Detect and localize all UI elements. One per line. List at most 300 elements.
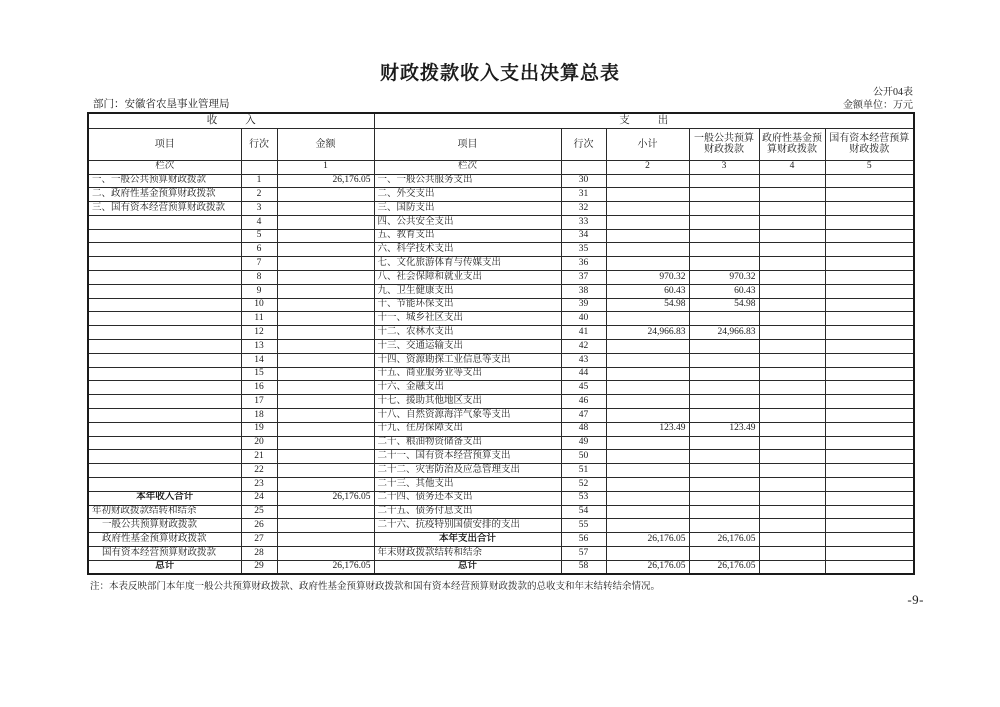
expense-subtotal-cell: 24,966.83 bbox=[606, 326, 689, 340]
expense-item-cell: 十二、农林水支出 bbox=[374, 326, 561, 340]
income-item-cell: 年初财政拨款结转和结余 bbox=[88, 505, 241, 519]
expense-row-no-cell: 30 bbox=[561, 174, 606, 188]
expense-govt-fund-cell bbox=[759, 340, 825, 354]
income-amount-cell bbox=[277, 243, 374, 257]
expense-subtotal-cell bbox=[606, 202, 689, 216]
column-index-1: 1 bbox=[277, 160, 374, 174]
income-item-cell bbox=[88, 243, 241, 257]
expense-govt-fund-cell bbox=[759, 409, 825, 423]
income-item-cell bbox=[88, 340, 241, 354]
table-row bbox=[88, 353, 914, 367]
expense-state-capital-cell bbox=[825, 519, 914, 533]
expense-state-capital-cell bbox=[825, 381, 914, 395]
expense-row-no-cell: 32 bbox=[561, 202, 606, 216]
income-row-no-cell: 25 bbox=[241, 505, 277, 519]
expense-state-capital-cell bbox=[825, 215, 914, 229]
income-amount-cell bbox=[277, 409, 374, 423]
expense-subtotal-cell bbox=[606, 395, 689, 409]
unit-label: 金额单位：万元 bbox=[843, 100, 913, 111]
income-column-index-label: 栏次 bbox=[88, 160, 241, 174]
col-expense-row-no: 行次 bbox=[561, 128, 606, 160]
expense-general-public-cell bbox=[689, 367, 759, 381]
income-row-no-cell: 21 bbox=[241, 450, 277, 464]
expense-row-no-cell: 35 bbox=[561, 243, 606, 257]
expense-item-cell: 二十一、国有资本经营预算支出 bbox=[374, 450, 561, 464]
income-item-cell: 三、国有资本经营预算财政拨款 bbox=[88, 202, 241, 216]
expense-item-cell: 二十二、灾害防治及应急管理支出 bbox=[374, 464, 561, 478]
expense-general-public-cell bbox=[689, 174, 759, 188]
column-index-row bbox=[88, 160, 914, 174]
expense-row-no-cell: 48 bbox=[561, 422, 606, 436]
expense-row-no-cell: 34 bbox=[561, 229, 606, 243]
expense-item-cell: 八、社会保障和就业支出 bbox=[374, 271, 561, 285]
expense-general-public-cell: 26,176.05 bbox=[689, 533, 759, 547]
income-amount-cell bbox=[277, 215, 374, 229]
income-row-no-cell: 8 bbox=[241, 271, 277, 285]
expense-subtotal-cell: 26,176.05 bbox=[606, 533, 689, 547]
expense-govt-fund-cell bbox=[759, 381, 825, 395]
income-amount-cell bbox=[277, 353, 374, 367]
income-row-no-cell: 19 bbox=[241, 422, 277, 436]
table-row bbox=[88, 422, 914, 436]
income-row-no-cell: 5 bbox=[241, 229, 277, 243]
expense-row-no-cell: 47 bbox=[561, 409, 606, 423]
income-item-cell bbox=[88, 353, 241, 367]
expense-item-cell: 三、国防支出 bbox=[374, 202, 561, 216]
income-row-no-cell: 7 bbox=[241, 257, 277, 271]
table-row bbox=[88, 312, 914, 326]
income-amount-cell bbox=[277, 547, 374, 561]
expense-item-cell: 七、文化旅游体育与传媒支出 bbox=[374, 257, 561, 271]
income-amount-cell bbox=[277, 450, 374, 464]
expense-general-public-cell bbox=[689, 395, 759, 409]
expense-govt-fund-cell bbox=[759, 367, 825, 381]
income-row-no-cell: 14 bbox=[241, 353, 277, 367]
table-row bbox=[88, 464, 914, 478]
table-row bbox=[88, 229, 914, 243]
income-item-cell bbox=[88, 257, 241, 271]
expense-state-capital-cell bbox=[825, 422, 914, 436]
expense-row-no-cell: 50 bbox=[561, 450, 606, 464]
income-amount-cell bbox=[277, 533, 374, 547]
expense-state-capital-cell bbox=[825, 229, 914, 243]
expense-section-header: 支出 bbox=[374, 113, 914, 128]
income-amount-cell bbox=[277, 188, 374, 202]
col-income-amount: 金额 bbox=[277, 128, 374, 160]
expense-subtotal-cell bbox=[606, 215, 689, 229]
table-row bbox=[88, 381, 914, 395]
income-row-no-cell: 29 bbox=[241, 560, 277, 574]
expense-subtotal-cell bbox=[606, 229, 689, 243]
income-row-no-cell: 24 bbox=[241, 491, 277, 505]
expense-state-capital-cell bbox=[825, 202, 914, 216]
expense-row-no-cell: 43 bbox=[561, 353, 606, 367]
income-item-cell bbox=[88, 284, 241, 298]
table-row bbox=[88, 174, 914, 188]
expense-general-public-cell bbox=[689, 409, 759, 423]
expense-general-public-cell: 24,966.83 bbox=[689, 326, 759, 340]
expense-general-public-cell bbox=[689, 215, 759, 229]
expense-item-cell: 十五、商业服务业等支出 bbox=[374, 367, 561, 381]
income-row-no-cell: 6 bbox=[241, 243, 277, 257]
income-row-no-cell: 22 bbox=[241, 464, 277, 478]
expense-row-no-cell: 54 bbox=[561, 505, 606, 519]
column-header-row bbox=[88, 128, 914, 160]
table-row bbox=[88, 395, 914, 409]
expense-state-capital-cell bbox=[825, 298, 914, 312]
table-row bbox=[88, 450, 914, 464]
expense-item-cell: 二十五、债务付息支出 bbox=[374, 505, 561, 519]
income-item-cell bbox=[88, 381, 241, 395]
expense-govt-fund-cell bbox=[759, 491, 825, 505]
expense-state-capital-cell bbox=[825, 188, 914, 202]
expense-subtotal-cell bbox=[606, 353, 689, 367]
expense-subtotal-cell bbox=[606, 340, 689, 354]
table-row bbox=[88, 533, 914, 547]
expense-general-public-cell bbox=[689, 519, 759, 533]
income-item-cell: 二、政府性基金预算财政拨款 bbox=[88, 188, 241, 202]
expense-general-public-cell bbox=[689, 340, 759, 354]
expense-item-cell: 四、公共安全支出 bbox=[374, 215, 561, 229]
expense-state-capital-cell bbox=[825, 464, 914, 478]
expense-row-no-cell: 56 bbox=[561, 533, 606, 547]
expense-govt-fund-cell bbox=[759, 547, 825, 561]
expense-row-no-cell: 49 bbox=[561, 436, 606, 450]
expense-govt-fund-cell bbox=[759, 243, 825, 257]
expense-item-cell: 十七、援助其他地区支出 bbox=[374, 395, 561, 409]
section-header-row bbox=[88, 113, 914, 128]
income-amount-cell: 26,176.05 bbox=[277, 174, 374, 188]
column-index-2: 2 bbox=[606, 160, 689, 174]
expense-govt-fund-cell bbox=[759, 353, 825, 367]
expense-row-no-cell: 40 bbox=[561, 312, 606, 326]
income-section-header: 收入 bbox=[88, 113, 374, 128]
income-amount-cell bbox=[277, 505, 374, 519]
expense-general-public-cell bbox=[689, 202, 759, 216]
income-item-cell bbox=[88, 271, 241, 285]
income-amount-cell bbox=[277, 229, 374, 243]
table-row bbox=[88, 257, 914, 271]
expense-item-cell: 二十、粮油物资储备支出 bbox=[374, 436, 561, 450]
income-amount-cell bbox=[277, 312, 374, 326]
table-row bbox=[88, 519, 914, 533]
income-row-no-cell: 1 bbox=[241, 174, 277, 188]
expense-subtotal-cell bbox=[606, 464, 689, 478]
expense-row-no-cell: 39 bbox=[561, 298, 606, 312]
expense-item-cell: 十三、交通运输支出 bbox=[374, 340, 561, 354]
blank-cell bbox=[241, 160, 277, 174]
income-amount-cell bbox=[277, 298, 374, 312]
expense-item-cell: 年末财政拨款结转和结余 bbox=[374, 547, 561, 561]
expense-general-public-cell bbox=[689, 243, 759, 257]
expense-item-cell: 十四、资源勘探工业信息等支出 bbox=[374, 353, 561, 367]
expense-general-public-cell bbox=[689, 505, 759, 519]
expense-general-public-cell bbox=[689, 464, 759, 478]
expense-general-public-cell bbox=[689, 491, 759, 505]
expense-row-no-cell: 57 bbox=[561, 547, 606, 561]
expense-row-no-cell: 42 bbox=[561, 340, 606, 354]
expense-general-public-cell bbox=[689, 229, 759, 243]
expense-subtotal-cell bbox=[606, 312, 689, 326]
table-row bbox=[88, 243, 914, 257]
table-row bbox=[88, 215, 914, 229]
expense-state-capital-cell bbox=[825, 450, 914, 464]
expense-subtotal-cell: 970.32 bbox=[606, 271, 689, 285]
expense-general-public-cell bbox=[689, 257, 759, 271]
expense-subtotal-cell bbox=[606, 547, 689, 561]
expense-subtotal-cell: 60.43 bbox=[606, 284, 689, 298]
table-row bbox=[88, 202, 914, 216]
expense-row-no-cell: 37 bbox=[561, 271, 606, 285]
expense-item-cell: 总计 bbox=[374, 560, 561, 574]
expense-row-no-cell: 51 bbox=[561, 464, 606, 478]
department-label: 部门：安徽省农垦事业管理局 bbox=[93, 99, 230, 110]
expense-general-public-cell: 26,176.05 bbox=[689, 560, 759, 574]
expense-general-public-cell: 54.98 bbox=[689, 298, 759, 312]
expense-item-cell: 十六、金融支出 bbox=[374, 381, 561, 395]
table-row bbox=[88, 436, 914, 450]
expense-row-no-cell: 55 bbox=[561, 519, 606, 533]
income-amount-cell bbox=[277, 284, 374, 298]
expense-state-capital-cell bbox=[825, 271, 914, 285]
expense-govt-fund-cell bbox=[759, 312, 825, 326]
column-index-5: 5 bbox=[825, 160, 914, 174]
income-amount-cell bbox=[277, 202, 374, 216]
table-row bbox=[88, 409, 914, 423]
income-row-no-cell: 10 bbox=[241, 298, 277, 312]
income-item-cell bbox=[88, 450, 241, 464]
col-general-public-budget: 一般公共预算财政拨款 bbox=[689, 128, 759, 160]
expense-subtotal-cell bbox=[606, 409, 689, 423]
expense-state-capital-cell bbox=[825, 340, 914, 354]
col-govt-fund-budget: 政府性基金预算财政拨款 bbox=[759, 128, 825, 160]
table-row bbox=[88, 491, 914, 505]
expense-general-public-cell bbox=[689, 436, 759, 450]
income-amount-cell bbox=[277, 257, 374, 271]
table-row bbox=[88, 271, 914, 285]
expense-govt-fund-cell bbox=[759, 464, 825, 478]
income-item-cell bbox=[88, 478, 241, 492]
expense-govt-fund-cell bbox=[759, 519, 825, 533]
expense-subtotal-cell bbox=[606, 436, 689, 450]
expense-item-cell: 十一、城乡社区支出 bbox=[374, 312, 561, 326]
expense-state-capital-cell bbox=[825, 353, 914, 367]
expense-state-capital-cell bbox=[825, 533, 914, 547]
expense-state-capital-cell bbox=[825, 174, 914, 188]
expense-state-capital-cell bbox=[825, 478, 914, 492]
income-item-cell bbox=[88, 229, 241, 243]
expense-row-no-cell: 45 bbox=[561, 381, 606, 395]
page-number: -9- bbox=[907, 592, 924, 607]
expense-item-cell: 十、节能环保支出 bbox=[374, 298, 561, 312]
footnote: 注：本表反映部门本年度一般公共预算财政拨款、政府性基金预算财政拨款和国有资本经营预算财政拨款的总收支和年末结转结余情况。 bbox=[90, 582, 661, 592]
expense-state-capital-cell bbox=[825, 547, 914, 561]
column-index-4: 4 bbox=[759, 160, 825, 174]
expense-general-public-cell bbox=[689, 353, 759, 367]
expense-subtotal-cell bbox=[606, 478, 689, 492]
income-item-cell bbox=[88, 326, 241, 340]
income-item-cell bbox=[88, 464, 241, 478]
income-amount-cell bbox=[277, 395, 374, 409]
income-amount-cell bbox=[277, 271, 374, 285]
expense-govt-fund-cell bbox=[759, 284, 825, 298]
expense-govt-fund-cell bbox=[759, 395, 825, 409]
income-row-no-cell: 23 bbox=[241, 478, 277, 492]
income-amount-cell bbox=[277, 381, 374, 395]
income-row-no-cell: 3 bbox=[241, 202, 277, 216]
expense-row-no-cell: 53 bbox=[561, 491, 606, 505]
expense-general-public-cell: 123.49 bbox=[689, 422, 759, 436]
income-row-no-cell: 17 bbox=[241, 395, 277, 409]
expense-govt-fund-cell bbox=[759, 188, 825, 202]
expense-row-no-cell: 52 bbox=[561, 478, 606, 492]
income-item-cell: 一般公共预算财政拨款 bbox=[88, 519, 241, 533]
income-item-cell: 总计 bbox=[88, 560, 241, 574]
expense-row-no-cell: 41 bbox=[561, 326, 606, 340]
income-item-cell bbox=[88, 312, 241, 326]
table-row bbox=[88, 560, 914, 574]
income-amount-cell: 26,176.05 bbox=[277, 491, 374, 505]
income-item-cell bbox=[88, 409, 241, 423]
expense-item-cell: 本年支出合计 bbox=[374, 533, 561, 547]
table-row bbox=[88, 547, 914, 561]
expense-subtotal-cell: 123.49 bbox=[606, 422, 689, 436]
expense-state-capital-cell bbox=[825, 326, 914, 340]
income-item-cell: 国有资本经营预算财政拨款 bbox=[88, 547, 241, 561]
table-row bbox=[88, 505, 914, 519]
income-item-cell bbox=[88, 422, 241, 436]
income-amount-cell bbox=[277, 326, 374, 340]
blank-cell bbox=[561, 160, 606, 174]
col-expense-subtotal: 小计 bbox=[606, 128, 689, 160]
income-amount-cell bbox=[277, 519, 374, 533]
income-row-no-cell: 2 bbox=[241, 188, 277, 202]
expense-item-cell: 十九、住房保障支出 bbox=[374, 422, 561, 436]
expense-general-public-cell bbox=[689, 188, 759, 202]
income-item-cell bbox=[88, 367, 241, 381]
expense-general-public-cell bbox=[689, 312, 759, 326]
expense-state-capital-cell bbox=[825, 257, 914, 271]
expense-item-cell: 九、卫生健康支出 bbox=[374, 284, 561, 298]
income-row-no-cell: 13 bbox=[241, 340, 277, 354]
expense-govt-fund-cell bbox=[759, 422, 825, 436]
table-row bbox=[88, 478, 914, 492]
expense-general-public-cell: 60.43 bbox=[689, 284, 759, 298]
expense-general-public-cell bbox=[689, 547, 759, 561]
income-item-cell: 政府性基金预算财政拨款 bbox=[88, 533, 241, 547]
income-row-no-cell: 4 bbox=[241, 215, 277, 229]
expense-govt-fund-cell bbox=[759, 450, 825, 464]
expense-govt-fund-cell bbox=[759, 202, 825, 216]
table-row bbox=[88, 188, 914, 202]
expense-subtotal-cell bbox=[606, 174, 689, 188]
income-item-cell bbox=[88, 298, 241, 312]
expense-govt-fund-cell bbox=[759, 215, 825, 229]
table-row bbox=[88, 326, 914, 340]
expense-state-capital-cell bbox=[825, 367, 914, 381]
expense-subtotal-cell bbox=[606, 257, 689, 271]
col-expense-item: 项目 bbox=[374, 128, 561, 160]
expense-column-index-label: 栏次 bbox=[374, 160, 561, 174]
expense-govt-fund-cell bbox=[759, 505, 825, 519]
income-amount-cell bbox=[277, 436, 374, 450]
income-item-cell: 本年收入合计 bbox=[88, 491, 241, 505]
expense-state-capital-cell bbox=[825, 243, 914, 257]
expense-govt-fund-cell bbox=[759, 478, 825, 492]
income-item-cell: 一、一般公共预算财政拨款 bbox=[88, 174, 241, 188]
income-row-no-cell: 11 bbox=[241, 312, 277, 326]
expense-row-no-cell: 36 bbox=[561, 257, 606, 271]
income-row-no-cell: 16 bbox=[241, 381, 277, 395]
expense-general-public-cell bbox=[689, 478, 759, 492]
expense-item-cell: 六、科学技术支出 bbox=[374, 243, 561, 257]
income-amount-cell bbox=[277, 464, 374, 478]
expense-subtotal-cell: 54.98 bbox=[606, 298, 689, 312]
income-item-cell bbox=[88, 215, 241, 229]
table-row bbox=[88, 284, 914, 298]
expense-govt-fund-cell bbox=[759, 229, 825, 243]
expense-state-capital-cell bbox=[825, 312, 914, 326]
income-row-no-cell: 15 bbox=[241, 367, 277, 381]
expense-govt-fund-cell bbox=[759, 174, 825, 188]
income-item-cell bbox=[88, 395, 241, 409]
budget-table bbox=[87, 112, 915, 575]
income-amount-cell bbox=[277, 478, 374, 492]
expense-item-cell: 二十六、抗疫特别国债安排的支出 bbox=[374, 519, 561, 533]
expense-item-cell: 十八、自然资源海洋气象等支出 bbox=[374, 409, 561, 423]
table-row bbox=[88, 367, 914, 381]
expense-govt-fund-cell bbox=[759, 436, 825, 450]
expense-row-no-cell: 33 bbox=[561, 215, 606, 229]
col-state-capital-budget: 国有资本经营预算财政拨款 bbox=[825, 128, 914, 160]
expense-general-public-cell bbox=[689, 381, 759, 395]
expense-subtotal-cell bbox=[606, 450, 689, 464]
expense-govt-fund-cell bbox=[759, 326, 825, 340]
expense-state-capital-cell bbox=[825, 395, 914, 409]
income-row-no-cell: 18 bbox=[241, 409, 277, 423]
income-row-no-cell: 26 bbox=[241, 519, 277, 533]
expense-general-public-cell bbox=[689, 450, 759, 464]
expense-govt-fund-cell bbox=[759, 257, 825, 271]
table-row bbox=[88, 298, 914, 312]
expense-general-public-cell: 970.32 bbox=[689, 271, 759, 285]
expense-subtotal-cell bbox=[606, 505, 689, 519]
income-amount-cell bbox=[277, 367, 374, 381]
income-amount-cell bbox=[277, 422, 374, 436]
income-amount-cell: 26,176.05 bbox=[277, 560, 374, 574]
table-code: 公开04表 bbox=[873, 87, 913, 98]
page-title: 财政拨款收入支出决算总表 bbox=[379, 63, 620, 84]
expense-item-cell: 二十四、债务还本支出 bbox=[374, 491, 561, 505]
expense-row-no-cell: 46 bbox=[561, 395, 606, 409]
col-income-row-no: 行次 bbox=[241, 128, 277, 160]
expense-state-capital-cell bbox=[825, 284, 914, 298]
expense-row-no-cell: 31 bbox=[561, 188, 606, 202]
income-row-no-cell: 9 bbox=[241, 284, 277, 298]
expense-subtotal-cell bbox=[606, 243, 689, 257]
expense-item-cell: 二十三、其他支出 bbox=[374, 478, 561, 492]
expense-item-cell: 二、外交支出 bbox=[374, 188, 561, 202]
column-index-3: 3 bbox=[689, 160, 759, 174]
income-row-no-cell: 12 bbox=[241, 326, 277, 340]
table-row bbox=[88, 340, 914, 354]
expense-state-capital-cell bbox=[825, 409, 914, 423]
expense-state-capital-cell bbox=[825, 505, 914, 519]
income-row-no-cell: 20 bbox=[241, 436, 277, 450]
expense-subtotal-cell bbox=[606, 381, 689, 395]
income-row-no-cell: 27 bbox=[241, 533, 277, 547]
income-amount-cell bbox=[277, 340, 374, 354]
